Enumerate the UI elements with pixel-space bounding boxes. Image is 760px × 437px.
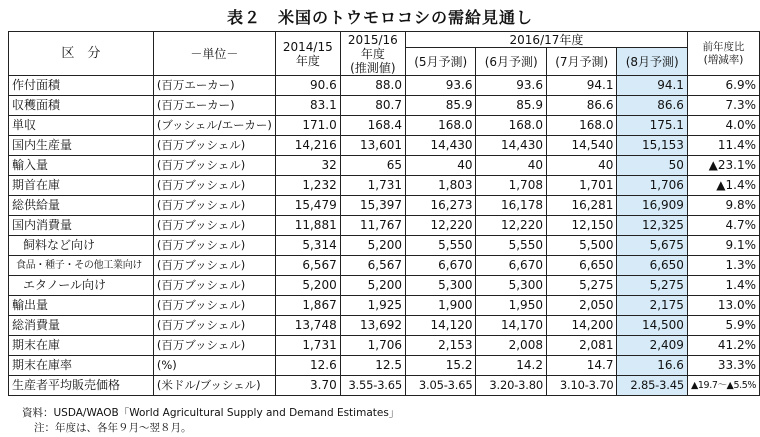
cell-aug: 5,675 (617, 236, 687, 256)
cell-may: 6,670 (406, 256, 476, 276)
cell-2014: 6,567 (275, 256, 340, 276)
cell-yoy: 1.4% (687, 276, 759, 296)
cell-aug: 6,650 (617, 256, 687, 276)
cell-jul: 86.6 (546, 96, 616, 116)
row-unit: (百万ブッシェル) (153, 316, 275, 336)
cell-2015: 1,925 (340, 296, 405, 316)
cell-2015: 88.0 (340, 76, 405, 96)
cell-2015: 3.55-3.65 (340, 376, 405, 396)
cell-aug: 16.6 (617, 356, 687, 376)
cell-2014: 32 (275, 156, 340, 176)
table-row (9, 356, 760, 376)
cell-yoy: 5.9% (687, 316, 759, 336)
cell-jun: 40 (476, 156, 546, 176)
table-row (9, 96, 760, 116)
header-aug: (8月予測) (617, 48, 687, 76)
cell-2015: 13,601 (340, 136, 405, 156)
row-unit: (米ドル/ブッシェル) (153, 376, 275, 396)
row-label: 食品・種子・その他工業向け (9, 256, 154, 276)
cell-2014: 3.70 (275, 376, 340, 396)
table-row (9, 376, 760, 396)
row-label: 国内消費量 (9, 216, 154, 236)
row-label: 単収 (9, 116, 154, 136)
header-unit: －単位－ (153, 32, 275, 76)
row-unit: (百万ブッシェル) (153, 296, 275, 316)
cell-jul: 94.1 (546, 76, 616, 96)
table-row (9, 236, 760, 256)
cell-may: 85.9 (406, 96, 476, 116)
cell-yoy: 6.9% (687, 76, 759, 96)
row-unit: (百万エーカー) (153, 96, 275, 116)
cell-2015: 168.4 (340, 116, 405, 136)
cell-jul: 14.7 (546, 356, 616, 376)
row-unit: (百万ブッシェル) (153, 276, 275, 296)
cell-aug: 2,409 (617, 336, 687, 356)
cell-jul: 2,081 (546, 336, 616, 356)
cell-jun: 93.6 (476, 76, 546, 96)
cell-jul: 1,701 (546, 176, 616, 196)
cell-2015: 6,567 (340, 256, 405, 276)
cell-jun: 6,670 (476, 256, 546, 276)
header-yoy-label: 前年度比 (702, 40, 745, 53)
cell-may: 16,273 (406, 196, 476, 216)
cell-jul: 168.0 (546, 116, 616, 136)
cell-aug: 94.1 (617, 76, 687, 96)
table-row (9, 136, 760, 156)
cell-jun: 5,300 (476, 276, 546, 296)
row-unit: (百万ブッシェル) (153, 256, 275, 276)
cell-2015: 1,706 (340, 336, 405, 356)
cell-may: 1,900 (406, 296, 476, 316)
cell-may: 14,120 (406, 316, 476, 336)
row-label: 生産者平均販売価格 (9, 376, 154, 396)
cell-yoy: 13.0% (687, 296, 759, 316)
cell-2014: 15,479 (275, 196, 340, 216)
cell-jun: 3.20-3.80 (476, 376, 546, 396)
row-label: 作付面積 (9, 76, 154, 96)
header-category: 区 分 (9, 32, 154, 76)
cell-yoy: ▲19.7～▲5.5% (687, 376, 759, 396)
cell-jun: 14.2 (476, 356, 546, 376)
row-unit: (百万ブッシェル) (153, 216, 275, 236)
cell-2014: 11,881 (275, 216, 340, 236)
cell-aug: 2,175 (617, 296, 687, 316)
row-unit: (百万エーカー) (153, 76, 275, 96)
row-unit: (ブッシェル/エーカー) (153, 116, 275, 136)
cell-2014: 90.6 (275, 76, 340, 96)
cell-2015: 12.5 (340, 356, 405, 376)
cell-jun: 5,550 (476, 236, 546, 256)
row-label: 輸入量 (9, 156, 154, 176)
table-row (9, 116, 760, 136)
row-label: 期末在庫率 (9, 356, 154, 376)
cell-2014: 13,748 (275, 316, 340, 336)
header-2015 (340, 32, 405, 76)
header-row-1 (9, 32, 760, 48)
cell-2014: 14,216 (275, 136, 340, 156)
cell-may: 2,153 (406, 336, 476, 356)
cell-jul: 14,540 (546, 136, 616, 156)
cell-aug: 12,325 (617, 216, 687, 236)
cell-may: 15.2 (406, 356, 476, 376)
header-2015-year: 2015/16 (347, 32, 398, 47)
row-label: 国内生産量 (9, 136, 154, 156)
cell-2015: 5,200 (340, 276, 405, 296)
cell-jun: 14,170 (476, 316, 546, 336)
header-may: (5月予測) (406, 48, 476, 76)
cell-may: 93.6 (406, 76, 476, 96)
cell-jun: 16,178 (476, 196, 546, 216)
row-label: 輸出量 (9, 296, 154, 316)
cell-yoy: 41.2% (687, 336, 759, 356)
cell-jul: 5,500 (546, 236, 616, 256)
cell-may: 3.05-3.65 (406, 376, 476, 396)
cell-aug: 175.1 (617, 116, 687, 136)
row-label: 期首在庫 (9, 176, 154, 196)
cell-aug: 50 (617, 156, 687, 176)
table-row (9, 76, 760, 96)
cell-jun: 12,220 (476, 216, 546, 236)
row-label: 期末在庫 (9, 336, 154, 356)
header-2015-label: 年度 (360, 46, 385, 61)
header-jun: (6月予測) (476, 48, 546, 76)
cell-jul: 16,281 (546, 196, 616, 216)
row-unit: (百万ブッシェル) (153, 176, 275, 196)
cell-jul: 5,275 (546, 276, 616, 296)
cell-jun: 1,708 (476, 176, 546, 196)
cell-2015: 11,767 (340, 216, 405, 236)
row-unit: (百万ブッシェル) (153, 236, 275, 256)
table-row (9, 156, 760, 176)
row-unit: (百万ブッシェル) (153, 336, 275, 356)
header-2014: 2014/15 年度 (275, 32, 340, 76)
row-label: 総消費量 (9, 316, 154, 336)
cell-yoy: 4.7% (687, 216, 759, 236)
row-unit: (百万ブッシェル) (153, 156, 275, 176)
cell-aug: 2.85-3.45 (617, 376, 687, 396)
cell-yoy: 11.4% (687, 136, 759, 156)
cell-yoy: ▲1.4% (687, 176, 759, 196)
cell-2014: 1,867 (275, 296, 340, 316)
header-2015-note: (推測値) (350, 60, 396, 75)
row-unit: (%) (153, 356, 275, 376)
header-jul: (7月予測) (546, 48, 616, 76)
cell-jul: 14,200 (546, 316, 616, 336)
page-title: 表２ 米国のトウモロコシの需給見通し (226, 8, 533, 27)
cell-may: 168.0 (406, 116, 476, 136)
cell-2015: 13,692 (340, 316, 405, 336)
cell-may: 5,300 (406, 276, 476, 296)
cell-may: 12,220 (406, 216, 476, 236)
header-2016-group: 2016/17年度 (406, 32, 688, 48)
row-label: エタノール向け (9, 276, 154, 296)
cell-2015: 15,397 (340, 196, 405, 216)
cell-may: 14,430 (406, 136, 476, 156)
cell-jul: 3.10-3.70 (546, 376, 616, 396)
cell-yoy: ▲23.1% (687, 156, 759, 176)
cell-2014: 83.1 (275, 96, 340, 116)
cell-jul: 40 (546, 156, 616, 176)
cell-yoy: 7.3% (687, 96, 759, 116)
cell-aug: 15,153 (617, 136, 687, 156)
table-row (9, 316, 760, 336)
cell-aug: 86.6 (617, 96, 687, 116)
cell-aug: 1,706 (617, 176, 687, 196)
table-row (9, 256, 760, 276)
cell-2014: 1,232 (275, 176, 340, 196)
table-row (9, 296, 760, 316)
cell-2014: 171.0 (275, 116, 340, 136)
table-row (9, 216, 760, 236)
cell-jun: 168.0 (476, 116, 546, 136)
cell-2014: 5,200 (275, 276, 340, 296)
cell-jun: 14,430 (476, 136, 546, 156)
row-label: 飼料など向け (9, 236, 154, 256)
cell-jul: 12,150 (546, 216, 616, 236)
row-unit: (百万ブッシェル) (153, 136, 275, 156)
row-label: 収穫面積 (9, 96, 154, 116)
table-row (9, 196, 760, 216)
cell-2015: 80.7 (340, 96, 405, 116)
cell-may: 40 (406, 156, 476, 176)
cell-2015: 65 (340, 156, 405, 176)
table-row (9, 176, 760, 196)
cell-jun: 2,008 (476, 336, 546, 356)
row-unit: (百万ブッシェル) (153, 196, 275, 216)
cell-aug: 5,275 (617, 276, 687, 296)
cell-yoy: 1.3% (687, 256, 759, 276)
corn-supply-demand-table (8, 31, 760, 396)
cell-2014: 1,731 (275, 336, 340, 356)
cell-may: 1,803 (406, 176, 476, 196)
cell-yoy: 33.3% (687, 356, 759, 376)
source-note: 資料：USDA/WAOB「World Agricultural Supply and Demand Estimates」 (22, 407, 400, 419)
cell-yoy: 9.1% (687, 236, 759, 256)
row-label: 総供給量 (9, 196, 154, 216)
cell-yoy: 9.8% (687, 196, 759, 216)
header-yoy-note: (増減率) (703, 53, 744, 66)
cell-aug: 16,909 (617, 196, 687, 216)
cell-jun: 85.9 (476, 96, 546, 116)
cell-jul: 2,050 (546, 296, 616, 316)
fiscal-year-note: 注：年度は、各年９月～翌８月。 (34, 422, 192, 434)
cell-may: 5,550 (406, 236, 476, 256)
header-yoy (687, 32, 759, 76)
cell-2015: 5,200 (340, 236, 405, 256)
cell-yoy: 4.0% (687, 116, 759, 136)
cell-aug: 14,500 (617, 316, 687, 336)
cell-jun: 1,950 (476, 296, 546, 316)
table-row (9, 336, 760, 356)
cell-2015: 1,731 (340, 176, 405, 196)
cell-jul: 6,650 (546, 256, 616, 276)
table-row (9, 276, 760, 296)
cell-2014: 12.6 (275, 356, 340, 376)
cell-2014: 5,314 (275, 236, 340, 256)
